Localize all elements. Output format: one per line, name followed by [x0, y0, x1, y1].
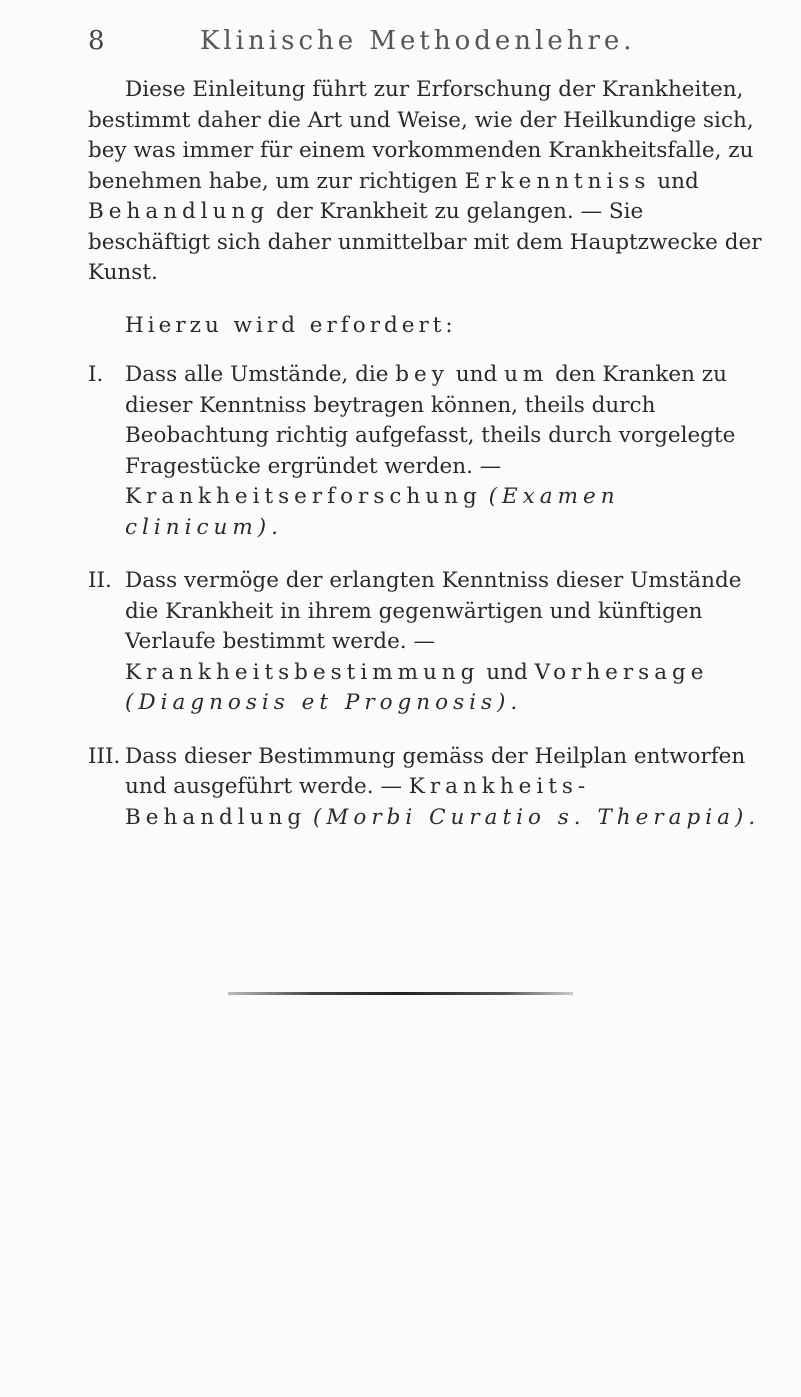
list-item: II. Dass vermöge der erlangten Kenntniss dieser Umstände die Krankheit in ihrem gegenwärtigen und künftigen Verlaufe bestimmt werde. — Krankheitsbestimmung und Vorhersage (Diagnosis et Prognosis). — [88, 568, 742, 715]
latin-term: (Examen clinicum). — [125, 484, 620, 540]
item-number: II. — [88, 568, 112, 593]
spaced-term: Vorhersage — [534, 659, 709, 685]
latin-term: (Morbi Curatio s. Therapia). — [312, 804, 761, 830]
closing-rule — [228, 992, 573, 995]
item-number: I. — [88, 362, 104, 387]
running-title: Klinische Methodenlehre. — [200, 26, 636, 56]
intro-paragraph: Diese Einleitung führt zur Erforschung der Krankheiten, bestimmt daher die Art und Weise, wie der Heilkundige sich, bey was immer für einem vorkommenden Krankheitsfalle, zu benehmen habe, um zur richtigen Erkenntniss und Behandlung der Krankheit zu gelangen. — Sie beschäftigt sich daher unmittelbar mit dem Hauptzwecke der Kunst. — [88, 77, 762, 285]
spaced-term: Behandlung — [88, 199, 270, 224]
spaced-term: Krankheits-Behandlung — [125, 774, 591, 830]
spaced-term: Krankheitserforschung — [125, 484, 482, 509]
requirement-heading: Hierzu wird erfordert: — [125, 312, 457, 338]
spaced-term: Krankheitsbestimmung — [125, 659, 480, 685]
page-header — [88, 26, 728, 62]
spaced-term: Erkenntniss — [464, 168, 651, 194]
page-body — [88, 75, 764, 856]
list-item: III. Dass dieser Bestimmung gemäss der Heilplan entworfen und ausgeführt werde. — Krankheits-Behandlung (Morbi Curatio s. Therapia). — [88, 743, 761, 830]
page-number: 8 — [88, 26, 105, 56]
item-number: III. — [88, 743, 121, 769]
latin-term: (Diagnosis et Prognosis). — [125, 690, 523, 715]
list-item: I. Dass alle Umstände, die bey und um den Kranken zu dieser Kenntniss beytragen können, theils durch Beobachtung richtig aufgefasst, theils durch vorgelegte Fragestücke ergründet werden. — Krankheitserforschung (Examen clinicum). — [88, 362, 736, 540]
